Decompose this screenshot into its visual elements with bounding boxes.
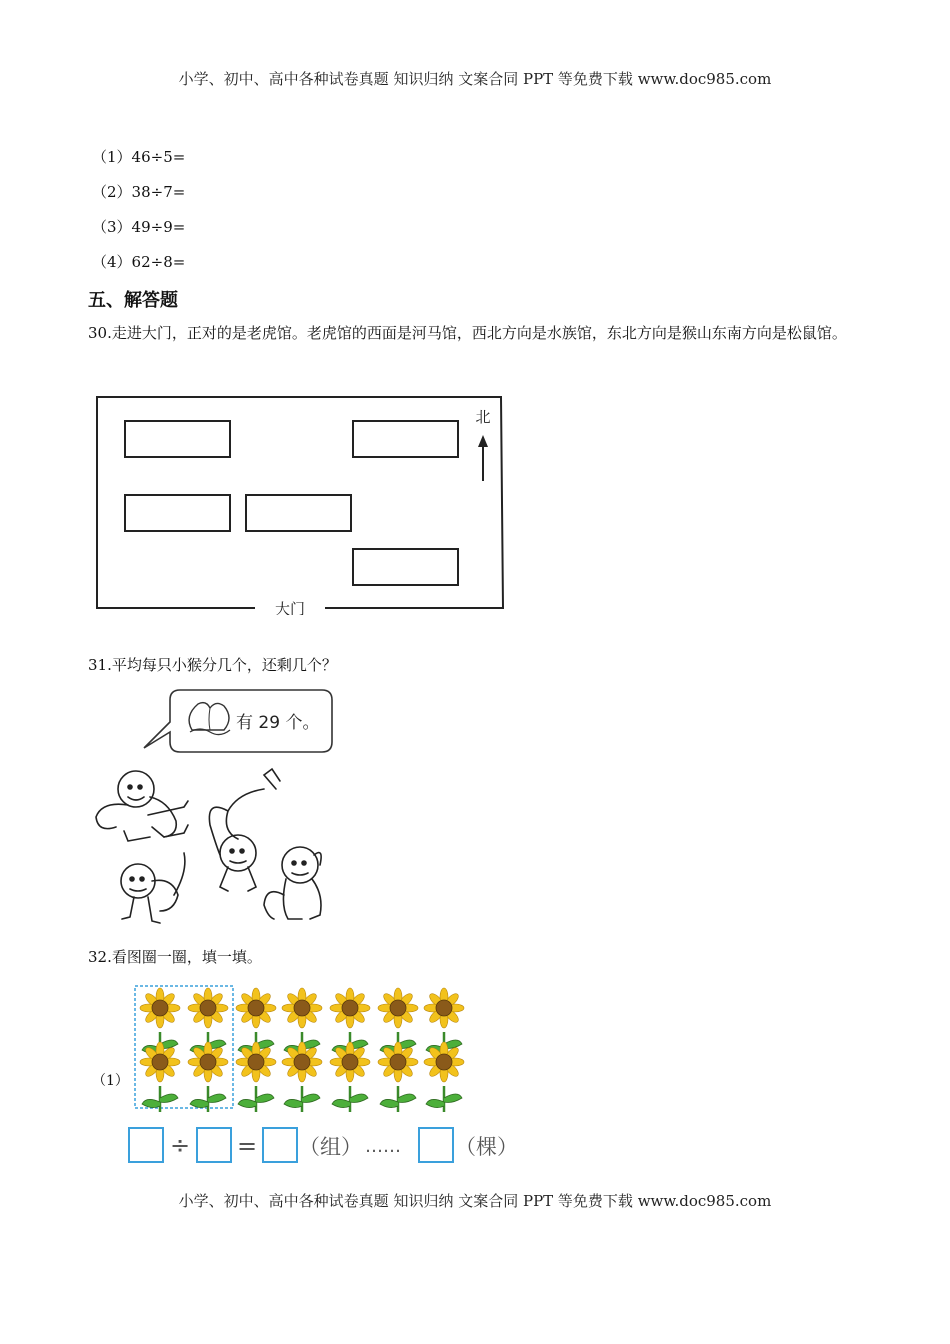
sunflower-row-2 [140,1042,464,1112]
section-title: 五、解答题 [88,290,178,311]
page-header: 小学、初中、高中各种试卷真题 知识归纳 文案合同 PPT 等免费下载 www.doc985.com [178,70,772,88]
sunflower-icon [236,1042,276,1112]
question-32-text: 32.看图圈一圈，填一填。 [88,948,262,966]
question-30-text: 30.走进大门，正对的是老虎馆。老虎馆的西面是河马馆，西北方向是水族馆，东北方向是猴山东南方向是松鼠馆。 [88,324,847,342]
north-label: 北 [475,408,491,426]
answer-box-quotient [263,1128,297,1162]
question-31-text: 31.平均每只小猴分几个，还剩几个？ [88,656,337,674]
sunflowers-illustration [130,982,475,1114]
calc-item-3: （3）49÷9= [92,218,186,236]
bubble-text: 有 29 个。 [236,713,320,733]
unit-group-label: （组） [299,1135,362,1159]
zoo-map [95,395,507,615]
sunflower-icon [140,1042,180,1112]
sunflower-icon [282,1042,322,1112]
answer-box-remainder [419,1128,453,1162]
map-box-northeast [353,421,458,457]
svg-text:÷: ÷ [169,1131,191,1159]
sunflower-icon [188,1042,228,1112]
answer-box-dividend [129,1128,163,1162]
calc-item-1: （1）46÷5= [92,148,186,166]
sunflower-icon [330,1042,370,1112]
division-equation [125,1124,525,1166]
monkey-icon [121,853,185,923]
calc-item-4: （4）62÷8= [92,253,186,271]
map-box-southeast [353,549,458,585]
map-box-northwest [125,421,230,457]
monkeys-illustration [88,755,338,930]
remainder-dots: …… [365,1136,401,1157]
monkey-icon [264,847,321,919]
page-footer: 小学、初中、高中各种试卷真题 知识归纳 文案合同 PPT 等免费下载 www.doc985.com [178,1192,772,1210]
map-box-west [125,495,230,531]
answer-box-divisor [197,1128,231,1162]
calc-item-2: （2）38÷7= [92,183,186,201]
speech-bubble [140,686,336,754]
monkey-icon [96,771,188,841]
svg-text:=: = [236,1132,258,1160]
gate-label: 大门 [274,600,306,615]
unit-tree-label: （棵） [455,1135,518,1159]
sunflower-icon [378,1042,418,1112]
sub-question-label: （1） [92,1073,129,1089]
sunflower-icon [424,1042,464,1112]
map-box-center [246,495,351,531]
monkey-icon [209,769,280,891]
